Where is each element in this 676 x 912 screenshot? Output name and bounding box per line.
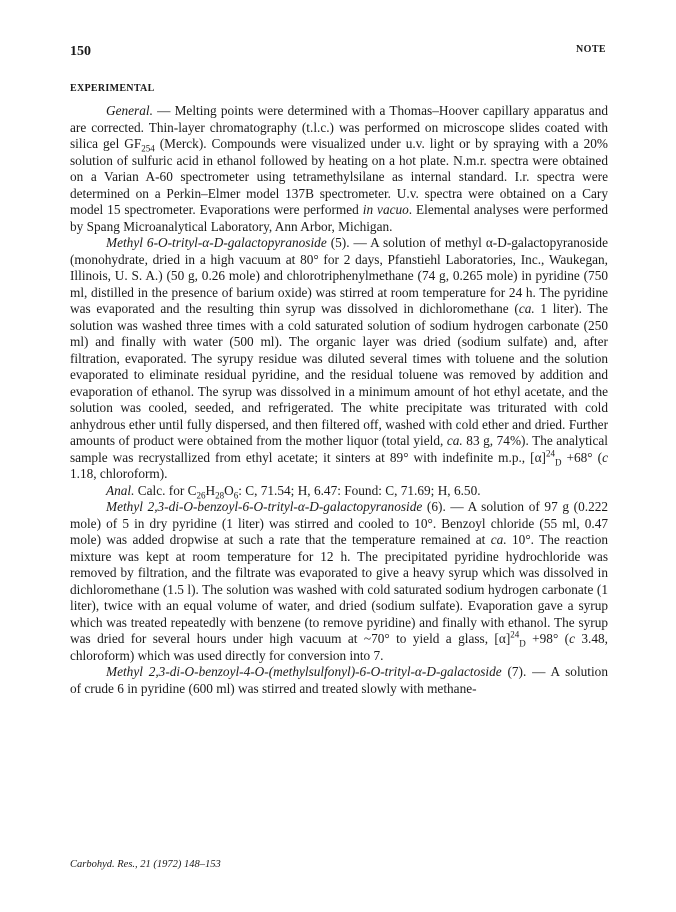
paragraph-lead: General. [106, 103, 153, 118]
page-header [70, 44, 606, 64]
paragraph-text: Calc. for C [134, 482, 197, 498]
italic-term: c [569, 631, 575, 646]
formula-element: O [224, 482, 234, 498]
compound-number: (7). [501, 664, 527, 679]
paragraph-text: +98° ( [525, 631, 570, 646]
page-number: 150 [70, 44, 91, 59]
running-head: NOTE [576, 44, 606, 55]
formula-element: H [205, 482, 216, 498]
paragraph-compound-7 [70, 664, 608, 697]
paragraph-text: — A solution of 97 g (0.222 mole) of 5 in dry pyridine (1 liter) was stirred and cooled to 10°. Benzoyl chloride (55 ml, 0.47 mole) was added dropwise at such a rate that the temperature remained at [70, 499, 608, 547]
italic-term: in vacuo [362, 202, 409, 217]
subscript: 26 [196, 490, 206, 501]
paragraph-analysis [70, 483, 608, 500]
italic-term: ca. [490, 532, 507, 547]
subscript: D [554, 457, 562, 468]
paragraph-general [70, 103, 608, 235]
subscript: 254 [141, 143, 155, 154]
paragraph-text: 3.48, chloroform) which was used directly for conversion into 7. [70, 631, 608, 663]
italic-term: ca. [518, 301, 535, 316]
paragraph-compound-5 [70, 235, 608, 483]
compound-title: Methyl 6-O-trityl-α-D-galactopyranoside [106, 235, 327, 250]
subscript: 28 [215, 490, 225, 501]
italic-term: ca. [446, 433, 463, 448]
article-body [70, 103, 608, 839]
paragraph-text: . Elemental analyses were performed by Spang Microanalytical Laboratory, Ann Arbor, Michigan. [70, 202, 608, 234]
compound-title: Methyl 2,3-di-O-benzoyl-6-O-trityl-α-D-galactopyranoside [106, 499, 423, 514]
paragraph-text: — Melting points were determined with a Thomas–Hoover capillary apparatus and are corrected. Thin-layer chromatography (t.l.c.) was performed on microscope slides coated with silica gel GF [70, 103, 608, 151]
paragraph-text: : C, 71.54; H, 6.47: Found: C, 71.69; H, 6.50. [238, 482, 481, 498]
superscript: 24 [545, 448, 555, 459]
paragraph-lead: Anal. [106, 482, 135, 498]
subscript: D [519, 638, 526, 649]
italic-term: c [602, 449, 608, 465]
paragraph-text: (Merck). Compounds were visualized under u.v. light or by spraying with a 20% solution of sulfuric acid in ethanol followed by heating on a hot plate. N.m.r. spectra were obtained on a Varian A-60 spectrometer using tetramethylsilane as internal standard. I.r. spectra were determined on a Perkin–Elmer model 137B spectrometer. U.v. spectra were obtained on a Cary model 15 spectrometer. Evaporations were performed [70, 136, 608, 217]
paragraph-text: 1 liter). The solution was washed three times with a cold saturated solution of sodium hydrogen carbonate (250 ml) and finally with water (500 ml). The organic layer was dried (sodium sulfate) and, after filtration, evaporated. The syrupy residue was diluted several times with toluene and the solution evaporated to eliminate residual pyridine, and the residual toluene was removed by addition and evaporation of ethanol. The syrup was dissolved in a minimum amount of hot ethyl acetate, and the solution was cooled, seeded, and refrigerated. The white precipitate was triturated with cold anhydrous ether until fully dispersed, and then filtered off, washed with cold ether and dried. Further amounts of product were obtained from the mother liquor (total yield, [70, 301, 608, 448]
subscript: 6 [233, 490, 239, 501]
paragraph-text: — A solution of crude 6 in pyridine (600 ml) was stirred and treated slowly with methane- [70, 664, 608, 696]
superscript: 24 [510, 629, 520, 640]
section-title: EXPERIMENTAL [70, 83, 155, 94]
compound-number: (5). [326, 235, 350, 250]
paragraph-text: 83 g, 74%). The analytical sample was recrystallized from ethyl acetate; it sinters at 89° with indefinite m.p., [α] [70, 433, 608, 465]
compound-title: Methyl 2,3-di-O-benzoyl-4-O-(methylsulfonyl)-6-O-trityl-α-D-galactoside [106, 664, 502, 679]
paragraph-compound-6 [70, 499, 608, 664]
compound-number: (6). [422, 499, 446, 514]
footer-citation: Carbohyd. Res., 21 (1972) 148–153 [70, 859, 221, 870]
paragraph-text: +68° ( [561, 449, 603, 465]
paragraph-text: — A solution of methyl α-D-galactopyranoside (monohydrate, dried in a high vacuum at 80° for 2 days, Pfanstiehl Laboratories, Inc., Waukegan, Illinois, U. S. A.) (50 g, 0.26 mole) and chlorotriphenylmethane (74 g, 0.265 mole) in pyridine (750 ml, distilled in the presence of barium oxide) was stirred at room temperature for 24 h. The pyridine was evaporated and the resulting thin syrup was dissolved in dichloromethane ( [70, 235, 608, 316]
paragraph-text: 10°. The reaction mixture was kept at room temperature for 12 h. The precipitated pyridine hydrochloride was removed by filtration, and the filtrate was evaporated to give a heavy syrup which was dissolved in dichloromethane (1.5 l). The solution was washed with cold saturated sodium hydrogen carbonate (1 liter), twice with an equal volume of water, and dried (sodium sulfate). Evaporation gave a syrup which was treated repeatedly with benzene (to remove pyridine) and finally with ethanol. The syrup was dried for several hours under high vacuum at ~70° to yield a glass, [α] [70, 532, 608, 646]
paragraph-text: 1.18, chloroform). [70, 466, 168, 481]
